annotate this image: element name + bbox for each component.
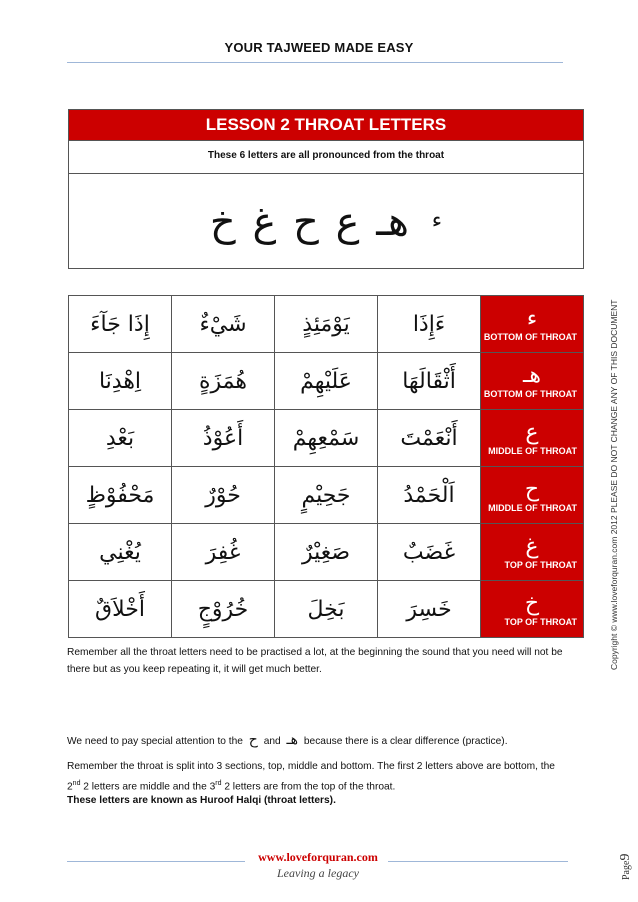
row-position-label: MIDDLE OF THROAT [488, 446, 577, 456]
footer-website[interactable]: www.loveforquran.com [258, 850, 378, 864]
example-word: عَلَيْهِمْ [275, 353, 378, 410]
row-position-label: MIDDLE OF THROAT [488, 503, 577, 513]
example-word: أَخْلاَقٌ [69, 581, 172, 638]
footer-tagline: Leaving a legacy [277, 866, 359, 880]
example-word: أَثْقَالَهَا [378, 353, 481, 410]
row-position-label: BOTTOM OF THROAT [483, 332, 577, 342]
row-letter: غ [525, 534, 539, 559]
table-row [69, 581, 584, 638]
p3-text-c: 2 letters are from the top of the throat. [221, 781, 396, 793]
row-letter: هـ [522, 363, 542, 388]
letter-label-cell [481, 524, 584, 581]
row-position-label: BOTTOM OF THROAT [483, 389, 577, 399]
letter-ghain: غ [252, 199, 277, 245]
example-word: اِهْدِنَا [69, 353, 172, 410]
row-position-label: TOP OF THROAT [504, 560, 577, 570]
example-word: غُفِرَ [172, 524, 275, 581]
letter-ain: ع [335, 199, 360, 245]
example-word: غَضَبٌ [378, 524, 481, 581]
example-word: صَغِيْرٌ [275, 524, 378, 581]
letter-label-cell [481, 581, 584, 638]
p3-sup-rd: rd [215, 780, 222, 787]
page-label: Page [621, 860, 632, 880]
table-row [69, 467, 584, 524]
lesson-subtitle: These 6 letters are all pronounced from the throat [69, 140, 583, 174]
row-letter: ع [525, 420, 539, 445]
letter-haa: ح [293, 199, 319, 245]
lesson-title: LESSON 2 THROAT LETTERS [69, 110, 583, 140]
row-position-label: TOP OF THROAT [504, 617, 577, 627]
example-word: يُغْنِي [69, 524, 172, 581]
p2-letter-haa: ح [248, 732, 258, 748]
p3-sup-nd: nd [72, 780, 81, 787]
example-word: سَمْعِهِمْ [275, 410, 378, 467]
row-letter: ء [526, 306, 538, 331]
letter-hamza: ء [431, 208, 443, 233]
table-row [69, 410, 584, 467]
example-word: خَسِرَ [378, 581, 481, 638]
example-word: حُوْرٌ [172, 467, 275, 524]
example-word: شَيْءٌ [172, 296, 275, 353]
example-word: أَعُوْذُ [172, 410, 275, 467]
row-letter: خ [524, 591, 540, 616]
example-word: بَعْدِ [69, 410, 172, 467]
example-word: ءَإِذَا [378, 296, 481, 353]
table-row [69, 296, 584, 353]
example-word: هُمَزَةٍ [172, 353, 275, 410]
paragraph-attention [67, 732, 567, 750]
throat-letters-row [69, 174, 583, 268]
paragraph-sections [67, 758, 567, 795]
example-word: اَلْحَمْدُ [378, 467, 481, 524]
p2-letter-ha: هـ [286, 732, 299, 748]
letter-label-cell [481, 353, 584, 410]
page-number [618, 854, 634, 880]
title-divider [67, 62, 563, 63]
example-word: إِذَا جَآءَ [69, 296, 172, 353]
p2-text-end: because there is a clear difference (practice). [303, 736, 508, 747]
p3-text-b: 2 letters are middle and the 3 [80, 781, 216, 793]
lesson-box [68, 109, 584, 269]
row-letter: ح [524, 477, 540, 502]
footer-divider-right [388, 861, 568, 862]
letter-label-cell [481, 296, 584, 353]
examples-table [68, 295, 584, 638]
page-number-value: 9 [618, 853, 633, 861]
example-word: بَخِلَ [275, 581, 378, 638]
example-word: يَوْمَئِذٍ [275, 296, 378, 353]
example-word: مَحْفُوْظٍ [69, 467, 172, 524]
letter-label-cell [481, 467, 584, 524]
letter-ha: هـ [376, 199, 409, 245]
example-word: جَحِيْمٍ [275, 467, 378, 524]
document-title: YOUR TAJWEED MADE EASY [224, 40, 414, 55]
paragraph-practice: Remember all the throat letters need to be practised a lot, at the beginning the sound that you need will not be there but as you keep repeating it, it will get much better. [67, 647, 563, 675]
p2-text-start: We need to pay special attention to the [67, 736, 243, 747]
paragraph-huroof-halqi: These letters are known as Huroof Halqi (throat letters). [67, 795, 336, 806]
table-row [69, 353, 584, 410]
letter-label-cell [481, 410, 584, 467]
footer-divider-left [67, 861, 245, 862]
copyright-notice: Copyright © www.loveforquran.com 2012 PLEASE DO NOT CHANGE ANY OF THIS DOCUMENT [609, 299, 619, 670]
table-row [69, 524, 584, 581]
letter-khaa: خ [209, 199, 236, 245]
p2-text-and: and [263, 736, 281, 747]
example-word: خُرُوْجٍ [172, 581, 275, 638]
example-word: أَنْعَمْتَ [378, 410, 481, 467]
p3-text-a: Remember the throat is split into 3 sections, top, middle and bottom. The first 2 letters above are bottom, the 2 [67, 761, 555, 793]
